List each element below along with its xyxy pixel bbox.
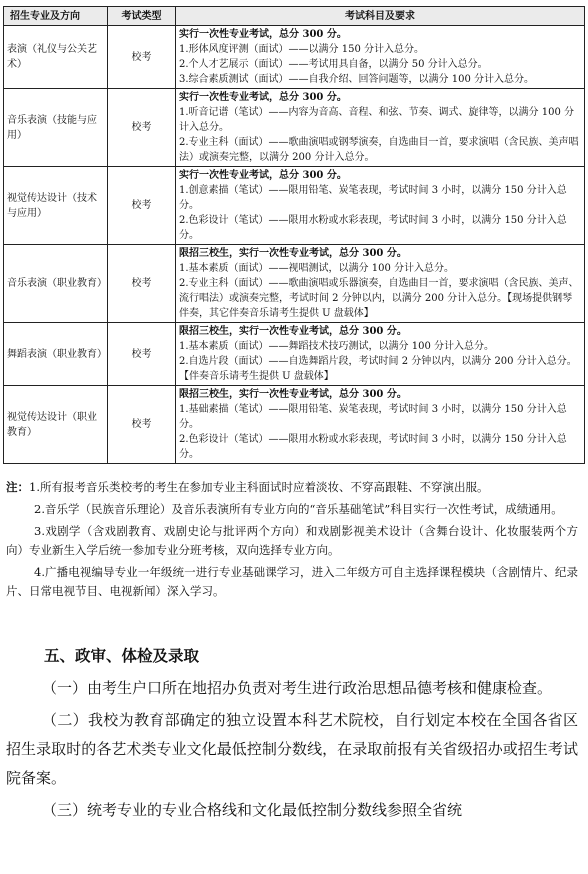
table-header-row — [4, 7, 585, 26]
section-paragraph: （二）我校为教育部确定的独立设置本科艺术院校，自行划定本校在全国各省区招生录取时的各艺术类专业文化最低控制分数线，在录取前报有关省级招办或招生考试院备案。 — [6, 711, 578, 787]
exam-type-cell: 校考 — [108, 89, 176, 167]
exam-type-cell: 校考 — [108, 323, 176, 386]
requirement-item: 1.形体风度评测（面试）——以满分 150 分计入总分。 — [179, 44, 424, 55]
requirement-item: 2.色彩设计（笔试）——限用水粉或水彩表现，考试时间 3 小时，以满分 150 分计入总分。 — [179, 215, 567, 241]
section-paragraph: （一）由考生户口所在地招办负责对考生进行政治思想品德考核和健康检查。 — [42, 679, 553, 697]
requirement-item: 2.专业主科（面试）——歌曲演唱或乐器演奏，自选曲目一首，要求演唱（含民族、美声、流行唱法）或演奏完整，考试时间 2 分钟以内，以满分 200 分计入总分。【现场提供钢琴伴奏，其它伴奏音乐请考生提供 U 盘载体】 — [179, 278, 579, 319]
table-row — [4, 245, 585, 323]
requirements-summary: 实行一次性专业考试，总分 300 分。 — [179, 92, 347, 103]
exam-type-cell: 校考 — [108, 167, 176, 245]
header-major: 招生专业及方向 — [4, 7, 108, 26]
requirement-item: 1.创意素描（笔试）——限用铅笔、炭笔表现，考试时间 3 小时，以满分 150 分计入总分。 — [179, 185, 567, 211]
requirement-item: 1.基本素质（面试）——舞蹈技术技巧测试，以满分 100 分计入总分。 — [179, 341, 494, 352]
requirements-cell — [176, 89, 585, 167]
note-item: 2.音乐学（民族音乐理论）及音乐表演所有专业方向的“音乐基础笔试”科目实行一次性考试，成绩通用。 — [34, 502, 563, 516]
notes-block — [6, 478, 578, 604]
header-requirements: 考试科目及要求 — [176, 7, 585, 26]
requirements-cell — [176, 26, 585, 89]
table-body — [4, 26, 585, 464]
requirements-cell — [176, 386, 585, 464]
note-text: 1.所有报考音乐类校考的考生在参加专业主科面试时应着淡妆、不穿高跟鞋、不穿演出服。 — [29, 480, 489, 494]
requirement-item: 2.专业主科（面试）——歌曲演唱或钢琴演奏，自选曲目一首，要求演唱（含民族、美声唱法）或演奏完整，以满分 200 分计入总分。 — [179, 137, 579, 163]
exam-type-cell: 校考 — [108, 245, 176, 323]
exam-requirements-table — [3, 6, 585, 464]
major-cell: 舞蹈表演（职业教育） — [4, 323, 108, 386]
requirement-item: 2.色彩设计（笔试）——限用水粉或水彩表现，考试时间 3 小时，以满分 150 分计入总分。 — [179, 434, 567, 460]
requirements-summary: 限招三校生，实行一次性专业考试，总分 300 分。 — [179, 389, 407, 400]
major-cell: 音乐表演（技能与应用） — [4, 89, 108, 167]
major-cell: 音乐表演（职业教育） — [4, 245, 108, 323]
requirements-cell — [176, 167, 585, 245]
note-item: 4.广播电视编导专业一年级统一进行专业基础课学习，进入二年级方可自主选择课程模块（含剧情片、纪录片、日常电视节目、电视新闻）深入学习。 — [6, 565, 578, 598]
section-five — [6, 640, 578, 828]
note-item — [6, 478, 578, 497]
requirement-item: 3.综合素质测试（面试）——自我介绍、回答问题等，以满分 100 分计入总分。 — [179, 74, 534, 85]
major-cell: 表演（礼仪与公关艺术） — [4, 26, 108, 89]
requirements-summary: 限招三校生，实行一次性专业考试，总分 300 分。 — [179, 326, 407, 337]
section-paragraph: （三）统考专业的专业合格线和文化最低控制分数线参照全省统 — [42, 801, 463, 819]
requirement-item: 1.听音记谱（笔试）——内容为音高、音程、和弦、节奏、调式、旋律等，以满分 100 分计入总分。 — [179, 107, 574, 133]
requirements-summary: 实行一次性专业考试，总分 300 分。 — [179, 29, 347, 40]
requirement-item: 1.基本素质（面试）——视唱测试，以满分 100 分计入总分。 — [179, 263, 454, 274]
section-title: 五、政审、体检及录取 — [44, 647, 200, 665]
requirements-summary: 限招三校生，实行一次性专业考试，总分 300 分。 — [179, 248, 407, 259]
major-cell: 视觉传达设计（职业教育） — [4, 386, 108, 464]
exam-type-cell: 校考 — [108, 386, 176, 464]
note-item: 3.戏剧学（含戏剧教育、戏剧史论与批评两个方向）和戏剧影视美术设计（含舞台设计、化妆服装两个方向）专业新生入学后统一参加专业分班考核，双向选择专业方向。 — [6, 524, 578, 557]
requirements-cell — [176, 323, 585, 386]
notes-label: 注： — [6, 480, 29, 494]
table-row — [4, 167, 585, 245]
table-row — [4, 386, 585, 464]
header-exam-type: 考试类型 — [108, 7, 176, 26]
requirements-cell — [176, 245, 585, 323]
requirement-item: 2.自选片段（面试）——自选舞蹈片段，考试时间 2 分钟以内，以满分 200 分计入总分。【伴奏音乐请考生提供 U 盘载体】 — [179, 356, 577, 382]
requirement-item: 1.基础素描（笔试）——限用铅笔、炭笔表现，考试时间 3 小时，以满分 150 分计入总分。 — [179, 404, 567, 430]
requirements-summary: 实行一次性专业考试，总分 300 分。 — [179, 170, 347, 181]
table-row — [4, 89, 585, 167]
table-row — [4, 323, 585, 386]
exam-type-cell: 校考 — [108, 26, 176, 89]
major-cell: 视觉传达设计（技术与应用） — [4, 167, 108, 245]
table-row — [4, 26, 585, 89]
requirement-item: 2.个人才艺展示（面试）——考试用具自备，以满分 50 分计入总分。 — [179, 59, 488, 70]
